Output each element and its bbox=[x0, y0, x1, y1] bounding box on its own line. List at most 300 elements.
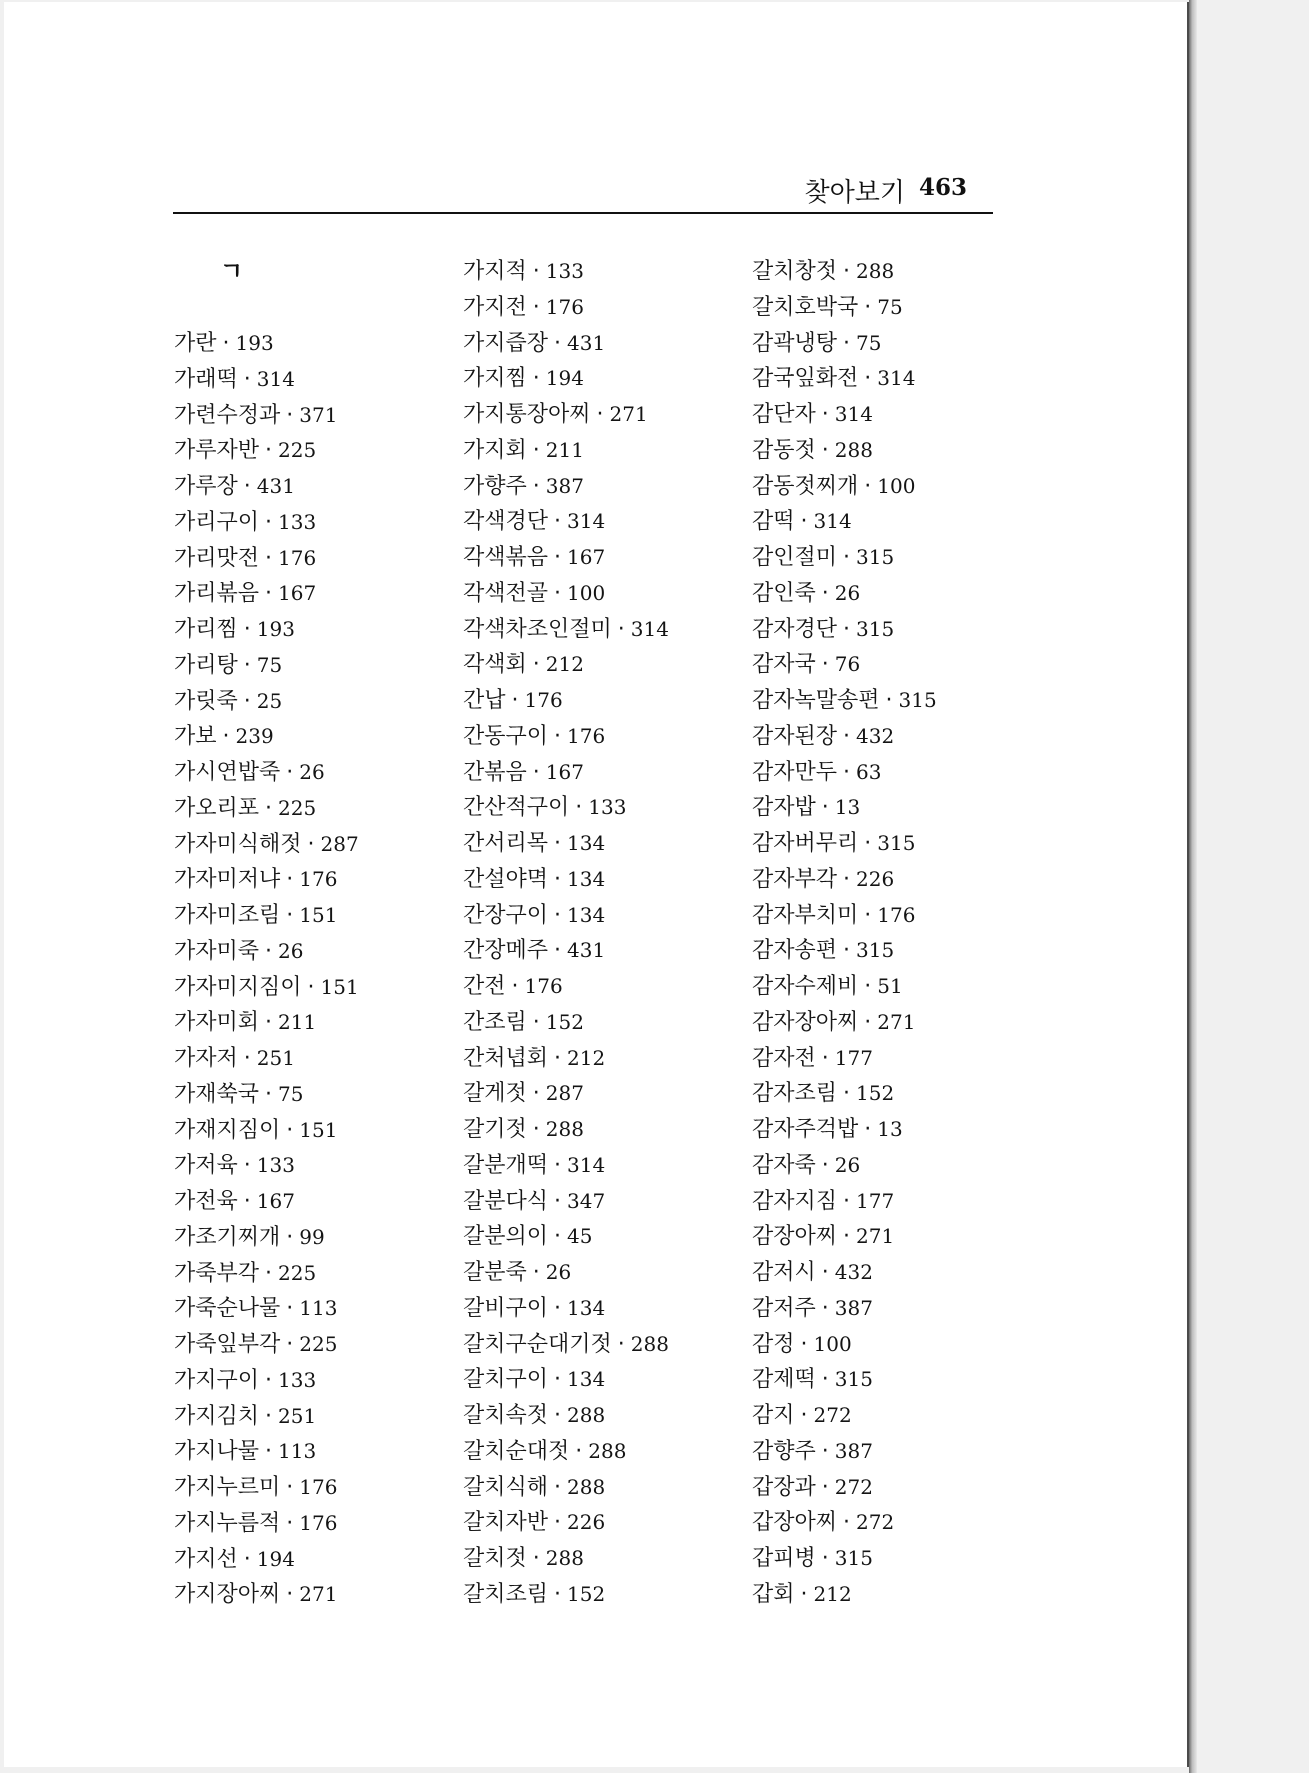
entry-page-number: 371 bbox=[299, 402, 338, 427]
index-entry bbox=[174, 791, 454, 827]
entry-page-number: 225 bbox=[278, 438, 317, 463]
index-entry bbox=[463, 719, 743, 755]
entry-term: 가루자반 bbox=[174, 438, 260, 464]
entry-separator: · bbox=[617, 616, 625, 642]
entry-separator: · bbox=[554, 1045, 562, 1071]
running-header bbox=[173, 172, 993, 214]
entry-separator: · bbox=[800, 1403, 808, 1428]
index-entry bbox=[752, 433, 1032, 469]
entry-separator: · bbox=[286, 1296, 294, 1322]
index-entry bbox=[174, 398, 454, 434]
entry-separator: · bbox=[265, 1367, 273, 1393]
entry-term: 감단자 bbox=[752, 402, 816, 427]
entry-separator: · bbox=[532, 259, 540, 284]
entry-page-number: 100 bbox=[877, 473, 916, 498]
index-entry bbox=[174, 433, 454, 469]
index-entry bbox=[752, 504, 1032, 540]
entry-page-number: 225 bbox=[278, 1260, 317, 1285]
entry-separator: · bbox=[821, 795, 829, 821]
index-entry bbox=[174, 1041, 454, 1077]
index-entry bbox=[752, 1362, 1032, 1398]
entry-page-number: 176 bbox=[877, 902, 916, 927]
index-entry bbox=[463, 326, 743, 362]
entry-separator: · bbox=[843, 1224, 851, 1250]
index-entry bbox=[752, 1148, 1032, 1184]
entry-term: 감자국 bbox=[752, 652, 816, 678]
index-entry bbox=[174, 755, 454, 791]
entry-page-number: 314 bbox=[877, 366, 916, 391]
entry-page-number: 271 bbox=[856, 1224, 895, 1249]
index-entry bbox=[174, 898, 454, 934]
entry-term: 가래떡 bbox=[174, 366, 238, 392]
index-entry bbox=[174, 576, 454, 612]
index-entry bbox=[463, 1541, 743, 1577]
entry-term: 가재쑥국 bbox=[174, 1081, 260, 1107]
entry-separator: · bbox=[843, 259, 851, 284]
entry-page-number: 212 bbox=[813, 1581, 852, 1606]
index-entry bbox=[463, 826, 743, 862]
entry-separator: · bbox=[286, 1510, 294, 1536]
entry-term: 가리맛전 bbox=[174, 545, 260, 571]
entry-separator: · bbox=[243, 1046, 251, 1071]
entry-term: 가지구이 bbox=[174, 1367, 260, 1393]
entry-separator: · bbox=[821, 580, 829, 606]
entry-term: 갈치구순대기젓 bbox=[463, 1331, 612, 1357]
entry-page-number: 45 bbox=[567, 1224, 593, 1249]
entry-separator: · bbox=[554, 1367, 562, 1393]
entry-page-number: 315 bbox=[856, 545, 895, 569]
index-entry bbox=[752, 540, 1032, 576]
entry-term: 갈치속젓 bbox=[463, 1403, 549, 1428]
entry-separator: · bbox=[243, 1546, 251, 1572]
entry-separator: · bbox=[265, 509, 273, 535]
index-entry bbox=[752, 1505, 1032, 1541]
entry-term: 가저육 bbox=[174, 1153, 238, 1179]
entry-term: 가자미저냐 bbox=[174, 867, 281, 893]
entry-term: 가지회 bbox=[463, 437, 527, 463]
index-entry bbox=[752, 1184, 1032, 1220]
entry-term: 가지찜 bbox=[463, 366, 527, 392]
entry-term: 각색차조인절미 bbox=[463, 616, 612, 642]
entry-page-number: 167 bbox=[256, 1189, 295, 1213]
entry-separator: · bbox=[532, 366, 540, 392]
entry-term: 가재지짐이 bbox=[174, 1117, 281, 1143]
entry-term: 감자만두 bbox=[752, 759, 838, 785]
entry-term: 간조림 bbox=[463, 1009, 527, 1035]
entry-term: 가지즙장 bbox=[463, 330, 549, 356]
index-entry bbox=[174, 1577, 454, 1613]
entry-term: 가리탕 bbox=[174, 652, 238, 678]
entry-separator: · bbox=[265, 938, 273, 964]
entry-separator: · bbox=[843, 1081, 851, 1107]
entry-page-number: 176 bbox=[299, 1510, 338, 1535]
entry-separator: · bbox=[286, 867, 294, 893]
entry-page-number: 387 bbox=[834, 1295, 873, 1320]
entry-page-number: 133 bbox=[256, 1153, 295, 1178]
index-entry bbox=[752, 1470, 1032, 1506]
book-page bbox=[4, 2, 1189, 1767]
entry-page-number: 251 bbox=[278, 1403, 317, 1428]
entry-separator: · bbox=[843, 938, 851, 964]
index-entry bbox=[174, 469, 454, 505]
entry-separator: · bbox=[864, 294, 872, 320]
entry-page-number: 272 bbox=[834, 1474, 873, 1499]
entry-page-number: 134 bbox=[567, 1367, 606, 1392]
entry-term: 갈치식해 bbox=[463, 1474, 549, 1500]
entry-term: 갈치호박국 bbox=[752, 294, 859, 320]
entry-page-number: 212 bbox=[545, 652, 584, 677]
index-column-3 bbox=[752, 254, 1032, 1613]
entry-separator: · bbox=[821, 1045, 829, 1071]
index-entry bbox=[463, 1577, 743, 1613]
entry-separator: · bbox=[532, 1546, 540, 1571]
entry-term: 감인절미 bbox=[752, 545, 838, 570]
entry-separator: · bbox=[532, 294, 540, 320]
entry-term: 가지김치 bbox=[174, 1403, 260, 1429]
entry-term: 간처녑회 bbox=[463, 1045, 549, 1071]
entry-term: 가리구이 bbox=[174, 509, 260, 535]
entry-page-number: 167 bbox=[278, 581, 317, 606]
entry-page-number: 151 bbox=[299, 1117, 338, 1142]
entry-term: 갈비구이 bbox=[463, 1295, 549, 1321]
index-entry bbox=[463, 790, 743, 826]
entry-page-number: 99 bbox=[299, 1224, 325, 1249]
index-entry bbox=[463, 1362, 743, 1398]
entry-term: 가지누르미 bbox=[174, 1475, 281, 1500]
entry-separator: · bbox=[596, 402, 604, 427]
entry-separator: · bbox=[307, 974, 315, 1000]
index-entry bbox=[752, 326, 1032, 362]
entry-separator: · bbox=[575, 795, 583, 821]
entry-separator: · bbox=[821, 1546, 829, 1571]
index-column-2 bbox=[463, 254, 743, 1613]
entry-term: 갑회 bbox=[752, 1581, 795, 1607]
entry-page-number: 212 bbox=[567, 1045, 606, 1070]
index-entry bbox=[463, 898, 743, 934]
entry-separator: · bbox=[821, 1152, 829, 1178]
entry-page-number: 431 bbox=[567, 330, 606, 355]
entry-term: 가련수정과 bbox=[174, 402, 281, 428]
entry-page-number: 288 bbox=[588, 1438, 627, 1463]
entry-separator: · bbox=[885, 688, 893, 713]
entry-term: 가자미죽 bbox=[174, 938, 260, 964]
entry-page-number: 271 bbox=[299, 1582, 338, 1607]
entry-separator: · bbox=[554, 509, 562, 535]
entry-term: 가향주 bbox=[463, 473, 527, 499]
entry-term: 갈기젓 bbox=[463, 1117, 527, 1142]
entry-separator: · bbox=[554, 580, 562, 606]
entry-separator: · bbox=[843, 330, 851, 356]
entry-term: 감자죽 bbox=[752, 1152, 816, 1178]
entry-separator: · bbox=[821, 1260, 829, 1285]
entry-term: 감저주 bbox=[752, 1295, 816, 1321]
entry-separator: · bbox=[286, 402, 294, 428]
entry-separator: · bbox=[554, 723, 562, 749]
entry-term: 가지누름적 bbox=[174, 1510, 281, 1536]
entry-page-number: 387 bbox=[834, 1438, 873, 1463]
index-entry bbox=[463, 1041, 743, 1077]
entry-page-number: 176 bbox=[567, 723, 606, 748]
entry-page-number: 152 bbox=[545, 1009, 584, 1034]
entry-separator: · bbox=[532, 473, 540, 499]
entry-page-number: 133 bbox=[545, 259, 584, 283]
entry-page-number: 75 bbox=[856, 330, 882, 355]
index-entry bbox=[752, 647, 1032, 683]
entry-term: 가보 bbox=[174, 724, 217, 750]
entry-page-number: 133 bbox=[588, 795, 627, 820]
entry-term: 가리볶음 bbox=[174, 581, 260, 607]
entry-page-number: 431 bbox=[567, 938, 606, 963]
entry-term: 간납 bbox=[463, 688, 506, 713]
entry-page-number: 315 bbox=[834, 1546, 873, 1570]
entry-separator: · bbox=[554, 1224, 562, 1250]
index-entry bbox=[752, 790, 1032, 826]
index-entry bbox=[174, 1542, 454, 1578]
entry-separator: · bbox=[843, 723, 851, 749]
entry-term: 가루장 bbox=[174, 474, 238, 499]
entry-page-number: 25 bbox=[256, 688, 283, 713]
entry-separator: · bbox=[265, 1403, 273, 1429]
entry-page-number: 13 bbox=[877, 1117, 903, 1141]
index-entry bbox=[463, 1470, 743, 1506]
entry-term: 갈분다식 bbox=[463, 1188, 549, 1214]
index-entry bbox=[174, 1184, 454, 1220]
entry-separator: · bbox=[286, 1582, 294, 1608]
entry-term: 감떡 bbox=[752, 509, 795, 535]
page-title: 찾아보기 bbox=[804, 178, 905, 208]
entry-term: 가오리포 bbox=[174, 795, 260, 821]
entry-separator: · bbox=[243, 1153, 251, 1179]
entry-term: 감자수제비 bbox=[752, 974, 859, 999]
entry-term: 감곽냉탕 bbox=[752, 330, 838, 356]
entry-page-number: 271 bbox=[609, 402, 648, 426]
entry-separator: · bbox=[843, 1188, 851, 1214]
entry-term: 감제떡 bbox=[752, 1367, 816, 1393]
entry-page-number: 167 bbox=[567, 545, 606, 569]
entry-separator: · bbox=[554, 938, 562, 964]
section-letter: ㄱ bbox=[220, 257, 244, 285]
index-entry bbox=[752, 1327, 1032, 1363]
entry-separator: · bbox=[265, 1260, 273, 1286]
index-entry bbox=[752, 469, 1032, 505]
index-entry bbox=[174, 934, 454, 970]
entry-separator: · bbox=[265, 1081, 273, 1107]
index-entry bbox=[463, 1148, 743, 1184]
entry-term: 감자송편 bbox=[752, 938, 838, 964]
entry-separator: · bbox=[864, 831, 872, 856]
entry-term: 간전 bbox=[463, 974, 506, 999]
entry-term: 감자부각 bbox=[752, 866, 838, 892]
entry-page-number: 151 bbox=[299, 903, 338, 927]
index-entry bbox=[174, 1506, 454, 1542]
entry-term: 가죽부각 bbox=[174, 1260, 260, 1286]
entry-page-number: 194 bbox=[545, 366, 584, 391]
index-entry bbox=[463, 1505, 743, 1541]
index-entry bbox=[463, 1291, 743, 1327]
entry-page-number: 288 bbox=[567, 1403, 606, 1427]
entry-term: 감자부치미 bbox=[752, 902, 859, 928]
entry-term: 감자장아찌 bbox=[752, 1009, 859, 1035]
entry-term: 감자전 bbox=[752, 1045, 816, 1071]
entry-term: 감국잎화전 bbox=[752, 366, 859, 392]
entry-term: 감지 bbox=[752, 1403, 795, 1428]
index-entry bbox=[174, 1327, 454, 1363]
entry-page-number: 194 bbox=[256, 1546, 295, 1571]
entry-term: 갈치순대젓 bbox=[463, 1438, 570, 1464]
index-entry bbox=[752, 1112, 1032, 1148]
index-entry bbox=[463, 1434, 743, 1470]
entry-term: 갑장아찌 bbox=[752, 1510, 838, 1536]
entry-separator: · bbox=[265, 581, 273, 607]
index-entry bbox=[463, 361, 743, 397]
entry-separator: · bbox=[554, 1188, 562, 1214]
entry-page-number: 100 bbox=[567, 580, 606, 605]
entry-separator: · bbox=[286, 760, 294, 785]
entry-page-number: 193 bbox=[256, 617, 295, 641]
entry-term: 갈치젓 bbox=[463, 1546, 527, 1571]
entry-page-number: 314 bbox=[256, 366, 295, 391]
index-entry bbox=[174, 541, 454, 577]
entry-separator: · bbox=[800, 1581, 808, 1607]
index-entry bbox=[174, 1077, 454, 1113]
index-entry bbox=[463, 1005, 743, 1041]
entry-separator: · bbox=[243, 474, 251, 499]
entry-term: 가전육 bbox=[174, 1189, 238, 1214]
index-entry bbox=[463, 469, 743, 505]
entry-page-number: 288 bbox=[834, 437, 873, 462]
entry-separator: · bbox=[554, 1152, 562, 1178]
index-entry bbox=[174, 362, 454, 398]
entry-page-number: 176 bbox=[524, 974, 563, 998]
entry-separator: · bbox=[821, 1295, 829, 1321]
entry-page-number: 314 bbox=[630, 616, 669, 641]
index-entry bbox=[463, 1112, 743, 1148]
entry-separator: · bbox=[265, 1010, 273, 1036]
entry-page-number: 134 bbox=[567, 866, 606, 891]
index-entry bbox=[752, 933, 1032, 969]
entry-separator: · bbox=[575, 1438, 583, 1464]
entry-separator: · bbox=[265, 1439, 273, 1465]
index-entry bbox=[752, 969, 1032, 1005]
entry-separator: · bbox=[243, 1189, 251, 1214]
entry-page-number: 51 bbox=[877, 974, 903, 998]
entry-page-number: 133 bbox=[278, 1367, 317, 1392]
entry-term: 가죽순나물 bbox=[174, 1296, 281, 1322]
entry-separator: · bbox=[554, 1403, 562, 1428]
entry-term: 갈치조림 bbox=[463, 1581, 549, 1607]
index-entry bbox=[752, 755, 1032, 791]
entry-separator: · bbox=[532, 652, 540, 678]
index-entry bbox=[752, 1005, 1032, 1041]
entry-term: 갈치자반 bbox=[463, 1510, 549, 1536]
index-entry bbox=[752, 361, 1032, 397]
entry-term: 감자조림 bbox=[752, 1081, 838, 1107]
entry-term: 간볶음 bbox=[463, 759, 527, 785]
index-entry bbox=[752, 1076, 1032, 1112]
entry-page-number: 226 bbox=[856, 866, 895, 891]
entry-term: 가시연밥죽 bbox=[174, 760, 281, 785]
entry-page-number: 26 bbox=[299, 760, 325, 784]
entry-term: 감자녹말송편 bbox=[752, 688, 880, 713]
index-entry bbox=[174, 827, 454, 863]
index-entry bbox=[463, 969, 743, 1005]
entry-separator: · bbox=[265, 545, 273, 571]
entry-separator: · bbox=[864, 974, 872, 999]
entry-term: 감저시 bbox=[752, 1260, 816, 1285]
index-entry bbox=[752, 1577, 1032, 1613]
entry-page-number: 76 bbox=[834, 652, 861, 677]
entry-page-number: 134 bbox=[567, 1295, 606, 1320]
entry-term: 감동젓 bbox=[752, 437, 816, 463]
index-entry bbox=[752, 576, 1032, 612]
entry-separator: · bbox=[821, 1474, 829, 1500]
entry-page-number: 152 bbox=[567, 1581, 606, 1606]
entry-separator: · bbox=[864, 902, 872, 928]
entry-page-number: 432 bbox=[856, 723, 895, 748]
index-entry bbox=[752, 1398, 1032, 1434]
entry-term: 각색경단 bbox=[463, 509, 549, 535]
index-entry bbox=[463, 254, 743, 290]
index-entry bbox=[463, 1327, 743, 1363]
entry-separator: · bbox=[821, 1438, 829, 1464]
entry-page-number: 177 bbox=[834, 1045, 873, 1070]
entry-term: 감자된장 bbox=[752, 723, 838, 749]
entry-page-number: 314 bbox=[567, 509, 606, 534]
entry-page-number: 211 bbox=[545, 437, 584, 462]
entry-page-number: 211 bbox=[278, 1010, 317, 1035]
entry-term: 간동구이 bbox=[463, 723, 549, 749]
entry-term: 감동젓찌개 bbox=[752, 473, 859, 499]
index-entry bbox=[752, 826, 1032, 862]
entry-page-number: 13 bbox=[834, 795, 861, 820]
entry-separator: · bbox=[532, 1081, 540, 1107]
entry-page-number: 288 bbox=[567, 1474, 606, 1499]
entry-separator: · bbox=[532, 1009, 540, 1035]
entry-term: 간서리목 bbox=[463, 831, 549, 856]
index-entry bbox=[174, 648, 454, 684]
entry-separator: · bbox=[800, 1331, 808, 1357]
entry-page-number: 225 bbox=[299, 1332, 338, 1356]
index-entry bbox=[463, 1398, 743, 1434]
index-column-1 bbox=[174, 254, 454, 1613]
index-entry bbox=[752, 1541, 1032, 1577]
entry-separator: · bbox=[554, 866, 562, 892]
index-entry bbox=[463, 1184, 743, 1220]
entry-page-number: 176 bbox=[299, 867, 338, 892]
entry-term: 가조기찌개 bbox=[174, 1224, 281, 1250]
entry-term: 각색전골 bbox=[463, 580, 549, 606]
index-entry bbox=[463, 290, 743, 326]
entry-term: 가자미조림 bbox=[174, 903, 281, 928]
entry-separator: · bbox=[286, 1224, 294, 1250]
entry-page-number: 315 bbox=[856, 938, 895, 963]
index-entry bbox=[752, 719, 1032, 755]
entry-term: 가자저 bbox=[174, 1046, 238, 1071]
index-entry bbox=[752, 254, 1032, 290]
entry-separator: · bbox=[243, 366, 251, 392]
entry-page-number: 75 bbox=[877, 294, 903, 319]
index-entry bbox=[752, 1255, 1032, 1291]
entry-page-number: 26 bbox=[834, 1152, 861, 1177]
index-entry bbox=[174, 505, 454, 541]
entry-term: 가죽잎부각 bbox=[174, 1332, 281, 1357]
entry-page-number: 26 bbox=[834, 580, 861, 605]
index-entry bbox=[463, 540, 743, 576]
page-edge-shadow bbox=[1189, 0, 1197, 1773]
index-entry bbox=[752, 290, 1032, 326]
entry-separator: · bbox=[843, 759, 851, 785]
entry-page-number: 113 bbox=[278, 1439, 317, 1464]
